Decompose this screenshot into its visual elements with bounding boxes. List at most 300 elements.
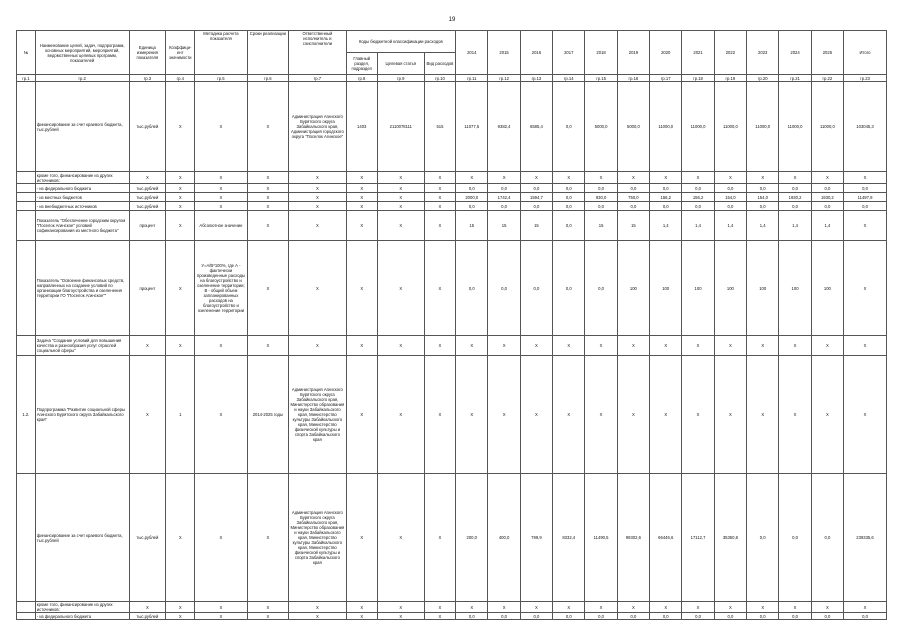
- cell-num: [17, 336, 36, 356]
- cell-year-value: 0,0: [456, 202, 488, 211]
- cell-resp: Х: [289, 184, 346, 193]
- cell-year-value: 0,0: [488, 202, 520, 211]
- cell-year-value: 0,0: [811, 474, 843, 602]
- cell-year-value: 0,0: [488, 241, 520, 336]
- cell-year-value: Х: [520, 356, 552, 474]
- cell-year-value: 0,0: [779, 184, 811, 193]
- cell-year-value: 0,0: [585, 613, 617, 620]
- cell-resp: Х: [289, 241, 346, 336]
- table-row: [17, 172, 887, 184]
- column-index-cell: гр.3: [129, 75, 166, 82]
- cell-unit: Х: [129, 602, 166, 613]
- cell-num: [17, 202, 36, 211]
- cell-period: Х: [247, 202, 289, 211]
- cell-year-value: Х: [650, 336, 682, 356]
- cell-coef: Х: [166, 602, 195, 613]
- header-year: 2017: [553, 31, 585, 75]
- cell-year-value: 100: [650, 241, 682, 336]
- cell-name: финансирование за счет краевого бюджета, тыс.рублей: [35, 82, 129, 172]
- cell-year-value: 15: [520, 211, 552, 241]
- cell-year-value: 35350,8: [714, 474, 746, 602]
- cell-year-value: 0,0: [747, 184, 779, 193]
- cell-total: Х: [844, 602, 887, 613]
- cell-coef: 1: [166, 356, 195, 474]
- cell-total: Х: [844, 336, 887, 356]
- cell-main: Х: [346, 602, 377, 613]
- cell-year-value: 1,4: [682, 211, 714, 241]
- cell-year-value: Х: [585, 172, 617, 184]
- cell-unit: Х: [129, 172, 166, 184]
- cell-year-value: Х: [553, 172, 585, 184]
- cell-art: Х: [377, 613, 424, 620]
- cell-name: Подпрограмма "Развитие социальной сферы Агинского Бурятского округа Забайкальского края": [35, 356, 129, 474]
- column-index-cell: гр.13: [520, 75, 552, 82]
- cell-art: Х: [377, 474, 424, 602]
- cell-total: 11497,9: [844, 193, 887, 202]
- cell-main: Х: [346, 193, 377, 202]
- cell-year-value: 930,0: [585, 193, 617, 202]
- cell-unit: тыс.рублей: [129, 613, 166, 620]
- cell-method: Х: [195, 613, 247, 620]
- cell-main: Х: [346, 202, 377, 211]
- cell-period: 2014-2025 годы: [247, 356, 289, 474]
- cell-period: Х: [247, 172, 289, 184]
- table-row: [17, 82, 887, 172]
- cell-year-value: 1930,2: [811, 193, 843, 202]
- cell-coef: Х: [166, 613, 195, 620]
- cell-total: Х: [844, 172, 887, 184]
- cell-year-value: 0,0: [553, 193, 585, 202]
- cell-year-value: 1,4: [811, 211, 843, 241]
- cell-year-value: Х: [585, 602, 617, 613]
- cell-total: 103045,3: [844, 82, 887, 172]
- cell-year-value: 0,0: [617, 613, 649, 620]
- cell-art: Х: [377, 241, 424, 336]
- table-row: [17, 184, 887, 193]
- cell-year-value: 1594,7: [520, 193, 552, 202]
- cell-unit: процент: [129, 241, 166, 336]
- header-period: Сроки реализации: [247, 31, 289, 75]
- cell-unit: процент: [129, 211, 166, 241]
- header-coef: Коэффици-ент значимости: [166, 31, 195, 75]
- cell-year-value: 0,0: [488, 613, 520, 620]
- header-year: 2022: [714, 31, 746, 75]
- cell-year-value: 200,0: [456, 474, 488, 602]
- cell-year-value: 0,0: [553, 82, 585, 172]
- cell-unit: тыс.рублей: [129, 202, 166, 211]
- cell-year-value: 154,0: [747, 193, 779, 202]
- cell-period: Х: [247, 82, 289, 172]
- cell-total: Х: [844, 211, 887, 241]
- cell-year-value: Х: [520, 336, 552, 356]
- cell-name: - из местных бюджетов: [35, 193, 129, 202]
- cell-year-value: 8332,4: [553, 474, 585, 602]
- cell-unit: тыс.рублей: [129, 193, 166, 202]
- header-name: Наименование целей, задач, подпрограмм, основных мероприятий, мероприятий, ведомственных целевых программ, показателей: [35, 31, 129, 75]
- cell-period: Х: [247, 211, 289, 241]
- header-responsible: Ответственный исполнитель и соисполнители: [289, 31, 346, 75]
- cell-year-value: 0,0: [585, 241, 617, 336]
- cell-year-value: 100: [617, 241, 649, 336]
- cell-year-value: 100: [811, 241, 843, 336]
- cell-year-value: 6585,4: [520, 82, 552, 172]
- cell-year-value: Х: [747, 172, 779, 184]
- cell-num: 1.2.: [17, 356, 36, 474]
- cell-method: Х: [195, 193, 247, 202]
- cell-num: [17, 184, 36, 193]
- cell-year-value: Х: [714, 172, 746, 184]
- header-year: 2014: [456, 31, 488, 75]
- cell-year-value: 100: [714, 241, 746, 336]
- cell-year-value: 11000,0: [682, 82, 714, 172]
- cell-coef: Х: [166, 184, 195, 193]
- cell-num: [17, 474, 36, 602]
- cell-year-value: 11000,0: [811, 82, 843, 172]
- header-method: Методика расчета показателя: [195, 31, 247, 75]
- cell-year-value: 11000,0: [650, 82, 682, 172]
- cell-year-value: 0,0: [456, 184, 488, 193]
- cell-total: Х: [844, 241, 887, 336]
- cell-year-value: 0,0: [747, 202, 779, 211]
- cell-period: Х: [247, 193, 289, 202]
- cell-year-value: Х: [520, 602, 552, 613]
- cell-year-value: 0,0: [747, 613, 779, 620]
- column-index-cell: гр.18: [682, 75, 714, 82]
- cell-type: Х: [424, 613, 455, 620]
- cell-year-value: Х: [553, 356, 585, 474]
- cell-period: Х: [247, 613, 289, 620]
- cell-year-value: 1742,4: [488, 193, 520, 202]
- cell-year-value: Х: [456, 172, 488, 184]
- cell-year-value: Х: [811, 356, 843, 474]
- cell-year-value: 1,4: [779, 211, 811, 241]
- column-index-cell: гр.23: [844, 75, 887, 82]
- table-row: [17, 241, 887, 336]
- budget-table: [16, 30, 887, 620]
- cell-method: Х: [195, 82, 247, 172]
- column-index-cell: гр.7: [289, 75, 346, 82]
- cell-year-value: Х: [617, 336, 649, 356]
- cell-year-value: Х: [779, 336, 811, 356]
- cell-name: Показатель "Освоение финансовых средств, направленных на создание условий по организации благоустройства и озеленения территории ГО "Поселок Агинское"": [35, 241, 129, 336]
- cell-year-value: 1,4: [714, 211, 746, 241]
- table-row: [17, 602, 887, 613]
- cell-coef: Х: [166, 211, 195, 241]
- column-index-cell: гр.12: [488, 75, 520, 82]
- cell-year-value: Х: [488, 602, 520, 613]
- cell-year-value: 750,0: [617, 193, 649, 202]
- cell-main: 1403: [346, 82, 377, 172]
- cell-type: Х: [424, 336, 455, 356]
- cell-year-value: 100: [779, 241, 811, 336]
- cell-unit: тыс.рублей: [129, 474, 166, 602]
- cell-coef: Х: [166, 202, 195, 211]
- cell-period: Х: [247, 184, 289, 193]
- cell-year-value: 11077,5: [456, 82, 488, 172]
- table-row: [17, 474, 887, 602]
- cell-year-value: 0,0: [811, 184, 843, 193]
- header-year: 2025: [811, 31, 843, 75]
- cell-main: Х: [346, 336, 377, 356]
- cell-year-value: 0,0: [747, 474, 779, 602]
- cell-year-value: 0,0: [520, 202, 552, 211]
- cell-year-value: 156,2: [682, 193, 714, 202]
- cell-year-value: 2000,0: [456, 193, 488, 202]
- cell-year-value: 0,0: [682, 613, 714, 620]
- cell-year-value: 0,0: [553, 184, 585, 193]
- cell-art: Х: [377, 193, 424, 202]
- header-year: 2015: [488, 31, 520, 75]
- cell-resp: Администрация Агинского Бурятского округа Забайкальского края, Администрация городского округа "Поселок Агинское": [289, 82, 346, 172]
- cell-year-value: 0,0: [779, 474, 811, 602]
- cell-year-value: 0,0: [779, 202, 811, 211]
- cell-year-value: 15: [585, 211, 617, 241]
- cell-art: Х: [377, 202, 424, 211]
- cell-year-value: 799,9: [520, 474, 552, 602]
- cell-resp: Х: [289, 602, 346, 613]
- cell-year-value: 11490,5: [585, 474, 617, 602]
- cell-resp: Администрация Агинского Бурятского округа Забайкальского края, Министерство образования и науки Забайкальского края, Министерство культуры Забайкальского края, Министерство физической культуры и спорта Забайкальского края: [289, 474, 346, 602]
- cell-art: Х: [377, 356, 424, 474]
- cell-resp: Х: [289, 172, 346, 184]
- cell-main: Х: [346, 356, 377, 474]
- cell-year-value: Х: [747, 336, 779, 356]
- cell-coef: Х: [166, 172, 195, 184]
- cell-name: кроме того, финансирование из других источников:: [35, 602, 129, 613]
- cell-year-value: Х: [650, 602, 682, 613]
- cell-coef: Х: [166, 82, 195, 172]
- cell-year-value: 0,0: [714, 613, 746, 620]
- cell-type: 515: [424, 82, 455, 172]
- cell-num: [17, 193, 36, 202]
- cell-year-value: Х: [779, 356, 811, 474]
- cell-type: Х: [424, 202, 455, 211]
- cell-art: Х: [377, 211, 424, 241]
- cell-year-value: 1,4: [650, 211, 682, 241]
- column-index-cell: гр.22: [811, 75, 843, 82]
- column-index-cell: гр.20: [747, 75, 779, 82]
- page-number: 19: [448, 17, 456, 23]
- cell-period: Х: [247, 241, 289, 336]
- header-year: 2019: [617, 31, 649, 75]
- cell-year-value: 0,0: [811, 202, 843, 211]
- cell-period: Х: [247, 602, 289, 613]
- cell-year-value: 156,2: [650, 193, 682, 202]
- cell-year-value: 0,0: [682, 184, 714, 193]
- cell-unit: тыс.рублей: [129, 82, 166, 172]
- cell-year-value: 99302,6: [617, 474, 649, 602]
- cell-coef: Х: [166, 241, 195, 336]
- cell-year-value: 0,0: [456, 613, 488, 620]
- cell-year-value: Х: [650, 172, 682, 184]
- cell-year-value: Х: [714, 356, 746, 474]
- cell-type: Х: [424, 474, 455, 602]
- header-year: 2021: [682, 31, 714, 75]
- cell-type: Х: [424, 241, 455, 336]
- cell-year-value: Х: [585, 336, 617, 356]
- cell-year-value: 66446,6: [650, 474, 682, 602]
- cell-year-value: 5000,0: [585, 82, 617, 172]
- table-row: [17, 202, 887, 211]
- cell-year-value: 100: [682, 241, 714, 336]
- cell-year-value: Х: [617, 172, 649, 184]
- header-code-main: Главный раздел, подраздел: [346, 53, 377, 75]
- cell-year-value: 0,0: [714, 184, 746, 193]
- cell-year-value: 15: [488, 211, 520, 241]
- cell-name: кроме того, финансирование из других источников:: [35, 172, 129, 184]
- cell-art: Х: [377, 602, 424, 613]
- cell-period: Х: [247, 474, 289, 602]
- cell-year-value: Х: [682, 356, 714, 474]
- cell-year-value: 0,0: [811, 613, 843, 620]
- cell-type: Х: [424, 184, 455, 193]
- cell-year-value: Х: [650, 356, 682, 474]
- header-code-type: Вид расходов: [424, 53, 455, 75]
- cell-year-value: 0,0: [650, 202, 682, 211]
- cell-year-value: 1930,2: [779, 193, 811, 202]
- cell-year-value: 0,0: [714, 202, 746, 211]
- cell-name: - из внебюджетных источников: [35, 202, 129, 211]
- header-total: Итого: [844, 31, 887, 75]
- column-index-cell: гр.2: [35, 75, 129, 82]
- cell-main: Х: [346, 613, 377, 620]
- cell-coef: Х: [166, 336, 195, 356]
- cell-year-value: Х: [488, 172, 520, 184]
- header-year: 2024: [779, 31, 811, 75]
- cell-main: Х: [346, 172, 377, 184]
- cell-main: Х: [346, 211, 377, 241]
- cell-year-value: Х: [811, 172, 843, 184]
- column-index-cell: гр.16: [617, 75, 649, 82]
- cell-year-value: 0,0: [520, 241, 552, 336]
- cell-year-value: Х: [456, 356, 488, 474]
- column-index-cell: гр.19: [714, 75, 746, 82]
- cell-name: - из федерального бюджета: [35, 184, 129, 193]
- column-index-cell: гр.14: [553, 75, 585, 82]
- cell-method: Х: [195, 602, 247, 613]
- cell-name: Показатель "Обеспечение городским округом "Поселок Агинское" условий софинансирования из местного бюджета": [35, 211, 129, 241]
- cell-art: Х: [377, 172, 424, 184]
- cell-year-value: Х: [811, 602, 843, 613]
- header-num: №: [17, 31, 36, 75]
- cell-year-value: Х: [585, 356, 617, 474]
- cell-year-value: Х: [747, 602, 779, 613]
- column-index-cell: гр.1: [17, 75, 36, 82]
- column-index-cell: гр.8: [346, 75, 377, 82]
- cell-resp: Х: [289, 336, 346, 356]
- cell-year-value: 1,4: [747, 211, 779, 241]
- cell-year-value: 5000,0: [617, 82, 649, 172]
- cell-method: Х: [195, 474, 247, 602]
- cell-total: 0,0: [844, 613, 887, 620]
- cell-period: Х: [247, 336, 289, 356]
- cell-art: 2110078111: [377, 82, 424, 172]
- column-index-cell: гр.6: [247, 75, 289, 82]
- cell-year-value: Х: [682, 172, 714, 184]
- cell-type: Х: [424, 356, 455, 474]
- cell-year-value: 0,0: [617, 202, 649, 211]
- header-budget-codes: Коды бюджетной классификации расходов: [346, 31, 456, 53]
- table-row: [17, 193, 887, 202]
- column-index-cell: гр.9: [377, 75, 424, 82]
- cell-method: Х: [195, 202, 247, 211]
- cell-resp: Х: [289, 193, 346, 202]
- cell-resp: Х: [289, 613, 346, 620]
- cell-type: Х: [424, 172, 455, 184]
- cell-year-value: Х: [811, 336, 843, 356]
- cell-num: [17, 241, 36, 336]
- cell-year-value: 0,0: [520, 184, 552, 193]
- cell-year-value: 0,0: [617, 184, 649, 193]
- cell-num: [17, 602, 36, 613]
- cell-year-value: Х: [779, 172, 811, 184]
- cell-year-value: 11000,0: [779, 82, 811, 172]
- table-row: [17, 336, 887, 356]
- table-row: [17, 613, 887, 620]
- cell-year-value: 0,0: [553, 613, 585, 620]
- cell-type: Х: [424, 602, 455, 613]
- column-index-cell: гр.17: [650, 75, 682, 82]
- cell-year-value: 11000,0: [714, 82, 746, 172]
- cell-resp: Х: [289, 211, 346, 241]
- cell-year-value: 15: [617, 211, 649, 241]
- column-index-cell: гр.21: [779, 75, 811, 82]
- cell-num: [17, 211, 36, 241]
- cell-year-value: Х: [488, 356, 520, 474]
- cell-method: Х: [195, 356, 247, 474]
- cell-unit: Х: [129, 356, 166, 474]
- cell-year-value: Х: [456, 602, 488, 613]
- cell-total: 239335,6: [844, 474, 887, 602]
- cell-unit: тыс.рублей: [129, 184, 166, 193]
- cell-num: [17, 82, 36, 172]
- cell-year-value: 0,0: [585, 184, 617, 193]
- column-index-row: [17, 75, 887, 82]
- cell-main: Х: [346, 184, 377, 193]
- cell-year-value: 0,0: [520, 613, 552, 620]
- cell-method: Абсолютное значение: [195, 211, 247, 241]
- cell-year-value: 154,0: [714, 193, 746, 202]
- cell-method: Х: [195, 184, 247, 193]
- table-row: [17, 211, 887, 241]
- cell-year-value: Х: [553, 336, 585, 356]
- cell-type: Х: [424, 211, 455, 241]
- cell-name: - из федерального бюджета: [35, 613, 129, 620]
- column-index-cell: гр.15: [585, 75, 617, 82]
- cell-year-value: Х: [714, 602, 746, 613]
- cell-main: Х: [346, 241, 377, 336]
- cell-num: [17, 172, 36, 184]
- cell-year-value: 0,0: [553, 241, 585, 336]
- cell-total: Х: [844, 356, 887, 474]
- header-year: 2016: [520, 31, 552, 75]
- cell-year-value: Х: [714, 336, 746, 356]
- cell-year-value: 9382,4: [488, 82, 520, 172]
- cell-method: У=А/В*100%, где А - фактически произведенные расходы на благоустройство и озеленение территории; В - общий объем запланированных расходов на благоустройство и озеленение территории: [195, 241, 247, 336]
- column-index-cell: гр.5: [195, 75, 247, 82]
- cell-method: Х: [195, 336, 247, 356]
- cell-year-value: 15: [456, 211, 488, 241]
- cell-method: Х: [195, 172, 247, 184]
- cell-total: 0,0: [844, 184, 887, 193]
- cell-year-value: 0,0: [650, 184, 682, 193]
- cell-unit: Х: [129, 336, 166, 356]
- cell-year-value: Х: [682, 602, 714, 613]
- cell-year-value: 0,0: [682, 202, 714, 211]
- header-year: 2023: [747, 31, 779, 75]
- cell-year-value: Х: [617, 356, 649, 474]
- header-year: 2020: [650, 31, 682, 75]
